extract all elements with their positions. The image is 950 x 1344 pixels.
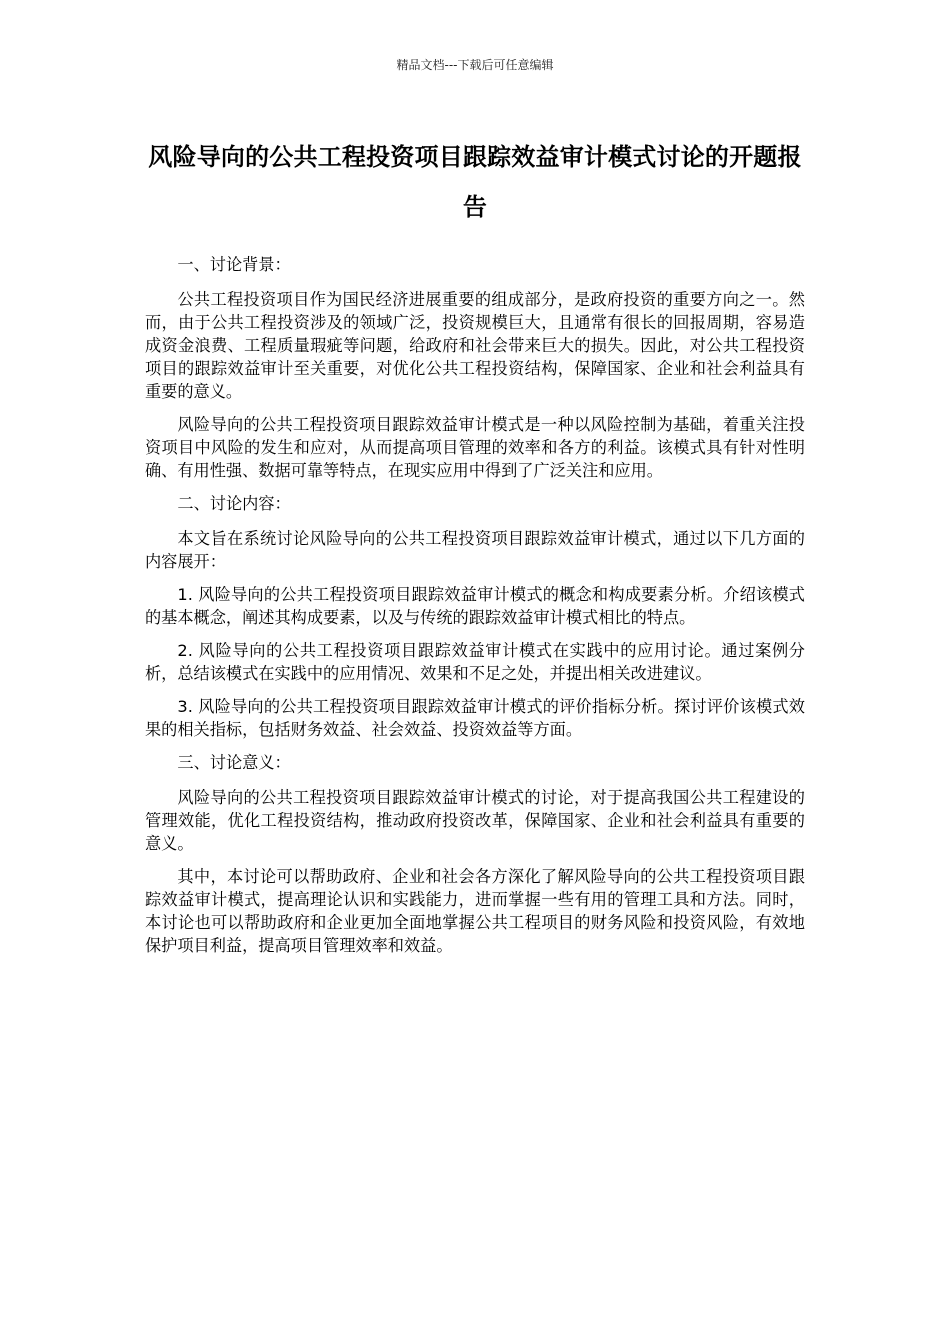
paragraph-background-1: 公共工程投资项目作为国民经济进展重要的组成部分，是政府投资的重要方向之一。然而，由于公共工程投资涉及的领域广泛，投资规模巨大，且通常有很长的回报周期，容易造成资金浪费、工程质量瑕疵等问题，给政府和社会带来巨大的损失。因此，对公共工程投资项目的跟踪效益审计至关重要，对优化公共工程投资结构，保障国家、企业和社会利益具有重要的意义。 xyxy=(145,290,805,401)
page-header: 精品文档---下载后可任意编辑 xyxy=(396,58,554,72)
paragraph-significance-2: 其中，本讨论可以帮助政府、企业和社会各方深化了解风险导向的公共工程投资项目跟踪效益审计模式，提高理论认识和实践能力，进而掌握一些有用的管理工具和方法。同时，本讨论也可以帮助政府和企业更加全面地掌握公共工程项目的财务风险和投资风险，有效地保护项目利益，提高项目管理效率和效益。 xyxy=(145,867,805,955)
section-heading-background: 一、讨论背景： xyxy=(177,255,291,274)
paragraph-content-intro: 本文旨在系统讨论风险导向的公共工程投资项目跟踪效益审计模式，通过以下几方面的内容展开： xyxy=(145,529,805,571)
section-heading-significance: 三、讨论意义： xyxy=(177,753,291,772)
list-item-content-3: 3. 风险导向的公共工程投资项目跟踪效益审计模式的评价指标分析。探讨评价该模式效果的相关指标，包括财务效益、社会效益、投资效益等方面。 xyxy=(145,697,805,739)
list-item-content-1: 1. 风险导向的公共工程投资项目跟踪效益审计模式的概念和构成要素分析。介绍该模式的基本概念，阐述其构成要素，以及与传统的跟踪效益审计模式相比的特点。 xyxy=(145,585,805,627)
paragraph-significance-1: 风险导向的公共工程投资项目跟踪效益审计模式的讨论，对于提高我国公共工程建设的管理效能，优化工程投资结构，推动政府投资改革，保障国家、企业和社会利益具有重要的意义。 xyxy=(145,788,805,853)
list-item-content-2: 2. 风险导向的公共工程投资项目跟踪效益审计模式在实践中的应用讨论。通过案例分析，总结该模式在实践中的应用情况、效果和不足之处，并提出相关改进建议。 xyxy=(145,641,805,683)
paragraph-background-2: 风险导向的公共工程投资项目跟踪效益审计模式是一种以风险控制为基础，着重关注投资项目中风险的发生和应对，从而提高项目管理的效率和各方的利益。该模式具有针对性明确、有用性强、数据可靠等特点，在现实应用中得到了广泛关注和应用。 xyxy=(145,415,805,480)
document-title: 风险导向的公共工程投资项目跟踪效益审计模式讨论的开题报告 xyxy=(148,143,802,221)
section-heading-content: 二、讨论内容： xyxy=(177,494,291,513)
document-body xyxy=(145,253,805,967)
